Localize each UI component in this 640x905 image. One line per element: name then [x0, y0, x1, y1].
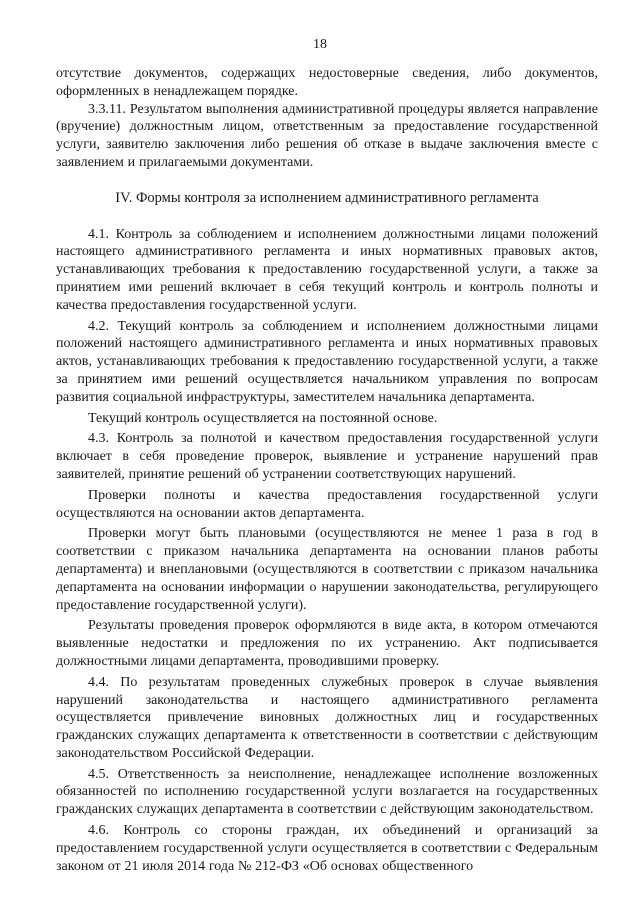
paragraph-4-5: 4.5. Ответственность за неисполнение, ненадлежащее исполнение возложенных обязанностей по исполнению государственной услуги возлагается на государственных гражданских служащих департамента в соответствии с действующим законодательством.: [56, 766, 598, 818]
paragraph-3-3-11: 3.3.11. Результатом выполнения административной процедуры является направление (вручение) должностным лицом, ответственным за предоставление государственной услуги, заявителю заключения либо решения об отказе в выдаче заключения вместе с заявлением и прилагаемыми документами.: [56, 101, 598, 170]
paragraph-checks-types: Проверки могут быть плановыми (осуществляются не менее 1 раза в год в соответствии с приказом начальника департамента на основании планов работы департамента) и внеплановыми (осуществляются в соответствии с приказом начальника департамента на основании информации о нарушении законодательства, регулирующего предоставление государственной услуги).: [56, 526, 598, 613]
paragraph-continuation: отсутствие документов, содержащих недостоверные сведения, либо документов, оформленных в ненадлежащем порядке.: [56, 66, 598, 99]
paragraph-4-1: 4.1. Контроль за соблюдением и исполнением должностными лицами положений настоящего административного регламента и иных нормативных правовых актов, устанавливающих требования к предоставлению государственной услуги, а также за принятием ими решений включает в себя текущий контроль и контроль полноты и качества предоставления государственной услуги.: [56, 226, 598, 313]
paragraph-checks-results: Результаты проведения проверок оформляются в виде акта, в котором отмечаются выявленные недостатки и предложения по их устранению. Акт подписывается должностными лицами департамента, проводившими проверку.: [56, 618, 598, 669]
paragraph-4-3: 4.3. Контроль за полнотой и качеством предоставления государственной услуги включает в себя проведение проверок, выявление и устранение нарушений прав заявителей, принятие решений об устранении соответствующих нарушений.: [56, 431, 598, 482]
paragraph-checks-basis: Проверки полноты и качества предоставления государственной услуги осуществляются на основании актов департамента.: [56, 487, 598, 521]
page-body: [56, 65, 598, 875]
paragraph-4-2: 4.2. Текущий контроль за соблюдением и исполнением должностными лицами положений настоящего административного регламента и иных нормативных правовых актов, устанавливающих требования к предоставлению государственной услуги, а также за принятием ими решений осуществляется начальником управления по вопросам развития социальной инфраструктуры, заместителем начальника департамента.: [56, 318, 598, 405]
section-heading: IV. Формы контроля за исполнением административного регламента: [115, 189, 539, 206]
paragraph-4-6: 4.6. Контроль со стороны граждан, их объединений и организаций за предоставлением государственной услуги осуществляется в соответствии с Федеральным законом от 21 июля 2014 года № 212-ФЗ «Об основах общественного: [56, 823, 598, 874]
paragraph-4-4: 4.4. По результатам проведенных служебных проверок в случае выявления нарушений законодательства и настоящего административного регламента осуществляется привлечение виновных должностных лиц и государственных гражданских служащих департамента к ответственности в соответствии с действующим законодательством Российской Федерации.: [56, 674, 598, 761]
paragraph-current-control: Текущий контроль осуществляется на постоянной основе.: [88, 410, 438, 426]
page-number: 18: [313, 37, 327, 52]
